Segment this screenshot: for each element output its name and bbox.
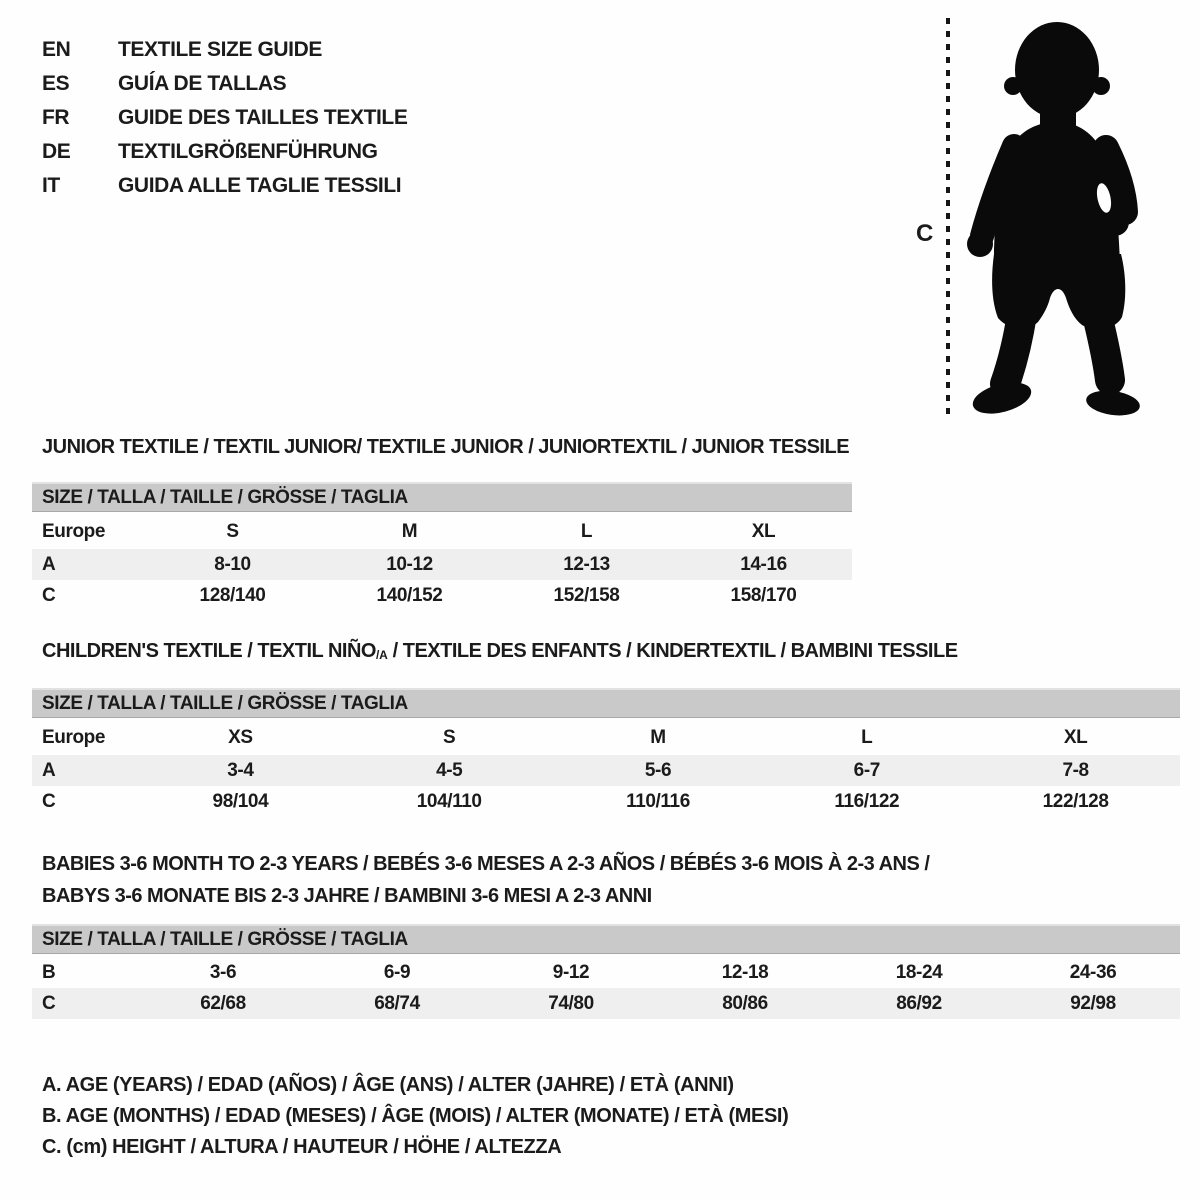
region-label: Europe xyxy=(42,521,106,542)
table-row xyxy=(32,580,852,611)
value-cell: 12-13 xyxy=(563,553,610,575)
table-row xyxy=(32,957,1180,988)
language-code: EN xyxy=(42,38,71,61)
value-cell: 86/92 xyxy=(896,992,942,1014)
babies-section-title xyxy=(42,848,929,912)
value-cell: 74/80 xyxy=(548,992,594,1014)
value-cell: 4-5 xyxy=(436,759,463,781)
language-title: GUIDA ALLE TAGLIE TESSILI xyxy=(118,174,402,197)
table-row xyxy=(32,549,852,580)
size-header-bar: SIZE / TALLA / TAILLE / GRÖSSE / TAGLIA xyxy=(32,926,1180,954)
value-cell: 116/122 xyxy=(834,790,900,812)
row-label: A xyxy=(42,553,56,575)
size-column-label: S xyxy=(226,521,239,542)
value-cell: 98/104 xyxy=(212,790,269,812)
value-cell: 128/140 xyxy=(199,584,266,606)
value-cell: 14-16 xyxy=(740,553,787,575)
children-size-table xyxy=(32,690,1180,817)
row-label: B xyxy=(42,961,56,983)
value-cell: 9-12 xyxy=(552,961,590,983)
language-row xyxy=(42,33,407,67)
value-cell: 3-4 xyxy=(227,759,254,781)
size-column-label: XL xyxy=(1063,727,1088,748)
language-title: TEXTILE SIZE GUIDE xyxy=(118,38,322,61)
children-section-title xyxy=(42,640,958,663)
babies-title-line2: BABYS 3-6 MONATE BIS 2-3 JAHRE / BAMBINI 3-6 MESI A 2-3 ANNI xyxy=(42,885,652,907)
value-cell: 18-24 xyxy=(895,961,943,983)
value-cell: 92/98 xyxy=(1070,992,1116,1014)
language-code: FR xyxy=(42,106,70,129)
size-column-label: M xyxy=(401,521,418,542)
language-row xyxy=(42,67,407,101)
table-row xyxy=(32,786,1180,817)
value-cell: 5-6 xyxy=(644,759,672,781)
legend-line: B. AGE (MONTHS) / EDAD (MESES) / ÂGE (MOIS) / ALTER (MONATE) / ETÀ (MESI) xyxy=(42,1105,789,1127)
value-cell: 6-7 xyxy=(853,759,880,781)
language-row xyxy=(42,169,407,203)
value-cell: 80/86 xyxy=(722,992,768,1014)
children-title-subscript: /A xyxy=(375,648,388,662)
value-cell: 6-9 xyxy=(383,961,411,983)
legend-line: A. AGE (YEARS) / EDAD (AÑOS) / ÂGE (ANS) / ALTER (JAHRE) / ETÀ (ANNI) xyxy=(42,1074,734,1096)
value-cell: 12-18 xyxy=(721,961,769,983)
value-cell: 8-10 xyxy=(214,553,251,575)
size-columns-row xyxy=(32,515,852,549)
size-header-bar: SIZE / TALLA / TAILLE / GRÖSSE / TAGLIA xyxy=(32,690,1180,718)
row-label: C xyxy=(42,992,56,1014)
value-cell: 68/74 xyxy=(374,992,420,1014)
value-cell: 158/170 xyxy=(730,584,797,606)
value-cell: 140/152 xyxy=(376,584,443,606)
measurement-legend xyxy=(42,1070,788,1163)
value-cell: 62/68 xyxy=(200,992,246,1014)
babies-title-line1: BABIES 3-6 MONTH TO 2-3 YEARS / BEBÉS 3-6 MESES A 2-3 AÑOS / BÉBÉS 3-6 MOIS À 2-3 ANS / xyxy=(42,853,930,875)
language-title: GUÍA DE TALLAS xyxy=(118,72,287,95)
size-column-label: S xyxy=(443,727,456,748)
language-row xyxy=(42,101,407,135)
size-column-label: L xyxy=(861,727,873,748)
value-cell: 110/116 xyxy=(626,790,690,812)
value-cell: 24-36 xyxy=(1069,961,1117,983)
size-columns-row xyxy=(32,721,1180,755)
language-title: TEXTILGRÖßENFÜHRUNG xyxy=(118,140,378,163)
language-title-list xyxy=(42,33,407,203)
size-column-label: L xyxy=(580,521,593,542)
height-measure-dashed-line xyxy=(946,18,950,416)
babies-size-table xyxy=(32,926,1180,1019)
value-cell: 104/110 xyxy=(416,790,482,812)
value-cell: 152/158 xyxy=(553,584,620,606)
value-cell: 3-6 xyxy=(209,961,237,983)
size-column-label: XS xyxy=(228,727,253,748)
row-label: C xyxy=(42,790,56,812)
children-title-part2: / TEXTILE DES ENFANTS / KINDERTEXTIL / BAMBINI TESSILE xyxy=(387,640,958,662)
junior-title-text: JUNIOR TEXTILE / TEXTIL JUNIOR/ TEXTILE JUNIOR / JUNIORTEXTIL / JUNIOR TESSILE xyxy=(42,436,850,458)
value-cell: 122/128 xyxy=(1042,790,1109,812)
row-label: A xyxy=(42,759,56,781)
value-cell: 10-12 xyxy=(386,553,433,575)
toddler-silhouette-icon xyxy=(958,14,1143,419)
children-title-part1: CHILDREN'S TEXTILE / TEXTIL NIÑO xyxy=(42,640,376,662)
table-row xyxy=(32,988,1180,1019)
height-measure-label: C xyxy=(916,220,933,247)
language-title: GUIDE DES TAILLES TEXTILE xyxy=(118,106,408,129)
table-row xyxy=(32,755,1180,786)
value-cell: 7-8 xyxy=(1062,759,1089,781)
language-code: ES xyxy=(42,72,70,95)
size-column-label: M xyxy=(650,727,666,748)
row-label: C xyxy=(42,584,56,606)
region-label: Europe xyxy=(42,727,106,748)
language-code: IT xyxy=(42,174,60,197)
size-header-bar: SIZE / TALLA / TAILLE / GRÖSSE / TAGLIA xyxy=(32,484,852,512)
junior-size-table xyxy=(32,484,852,611)
legend-line: C. (cm) HEIGHT / ALTURA / HAUTEUR / HÖHE / ALTEZZA xyxy=(42,1136,562,1158)
size-column-label: XL xyxy=(751,521,776,542)
language-code: DE xyxy=(42,140,71,163)
junior-section-title xyxy=(42,436,849,459)
language-row xyxy=(42,135,407,169)
